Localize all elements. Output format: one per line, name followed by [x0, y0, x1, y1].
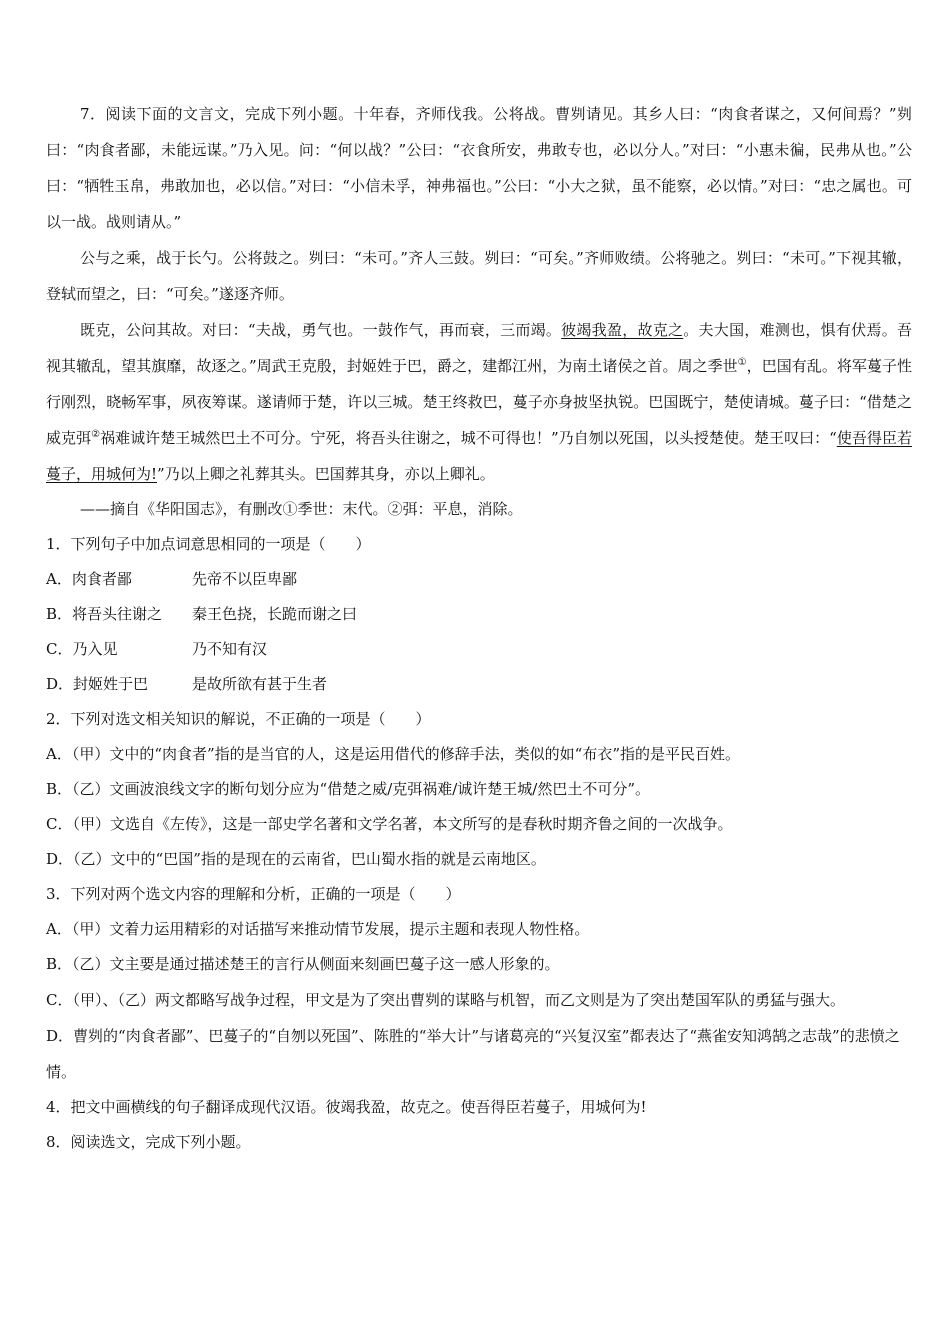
question-3-stem: 3．下列对两个选文内容的理解和分析，正确的一项是（ ）	[46, 885, 461, 903]
source-note: ——摘自《华阳国志》，有删改①季世：末代。②弭：平息，消除。	[80, 500, 523, 518]
passage-text: 公与之乘，战于长勺。公将鼓之。刿曰：“未可。”齐人三鼓。刿曰：“可矣。”齐师败绩。公将驰之。刿曰：“未可。”下视其辙，登轼而望之，曰：“可矣。”遂逐齐师。	[46, 249, 912, 303]
question-2-option-a: A．（甲）文中的“肉食者”指的是当官的人，这是运用借代的修辞手法，类似的如“布衣”指的是平民百姓。	[46, 745, 741, 763]
passage-text: 。夫大国，难测也，惧有伏焉。吾视其辙乱，望其旗靡，故逐之。”周武王克殷，封姬姓于巴，爵之，建都江州，为南土诸侯之首。周之季世	[46, 321, 912, 375]
question-1-stem: 1．下列句子中加点词意思相同的一项是（ ）	[46, 535, 371, 553]
passage-paragraph-2	[46, 240, 912, 312]
question-1-option-a: A．肉食者鄙 先帝不以臣卑鄙	[46, 570, 298, 588]
question-2-option-d: D．（乙）文中的“巴国”指的是现在的云南省，巴山蜀水指的就是云南地区。	[46, 850, 546, 868]
document-page	[46, 96, 912, 1160]
wavy-underlined-text: 祸难诚许楚王城然巴土不可分	[100, 429, 296, 447]
question-1-option-d: D．封姬姓于巴 是故所欲有甚于生者	[46, 675, 328, 693]
question-8-heading: 8．阅读选文，完成下列小题。	[46, 1133, 251, 1151]
underlined-sentence: 彼竭我盈，故克之	[561, 321, 684, 339]
question-1-option-c: C．乃入见 乃不知有汉	[46, 640, 268, 658]
footnote-marker: ②	[91, 429, 101, 440]
question-3-option-b: B．（乙）文主要是通过描述楚王的言行从侧面来刻画巴蔓子这一感人形象的。	[46, 955, 560, 973]
underlined-sentence: 使吾得臣若蔓子，用城何为!	[46, 429, 912, 483]
passage-text: 7．阅读下面的文言文，完成下列小题。十年春，齐师伐我。公将战。曹刿请见。其乡人曰：“肉食者谋之，又何间焉？”刿曰：“肉食者鄙，未能远谋。”乃入见。问：“何以战？”公曰：“衣食所安，弗敢专也，必以分人。”对曰：“小惠未徧，民弗从也。”公曰：“牺牲玉帛，弗敢加也，必以信。”对曰：“小信未孚，神弗福也。”公曰：“小大之狱，虽不能察，必以情。”对曰：“忠之属也。可以一战。战则请从。”	[46, 105, 912, 231]
question-4: 4．把文中画横线的句子翻译成现代汉语。彼竭我盈，故克之。使吾得臣若蔓子，用城何为!	[46, 1098, 647, 1116]
passage-text: ”乃以上卿之礼葬其头。巴国葬其身，亦以上卿礼。	[157, 465, 495, 483]
question-2-option-b: B．（乙）文画波浪线文字的断句划分应为“借楚之威/克弭祸难/诚许楚王城/然巴土不可分”。	[46, 780, 651, 798]
question-3-option-a: A．（甲）文着力运用精彩的对话描写来推动情节发展，提示主题和表现人物性格。	[46, 920, 590, 938]
passage-text: ，巴国有乱。将军蔓子性行刚烈，晓畅军事，夙夜筹谋。遂请师于楚，许以三城。楚王终救巴，蔓子亦身披坚执锐。巴国既宁，楚使请城。蔓子曰：“	[46, 357, 912, 411]
passage-text: 。宁死，将吾头往谢之，城不可得也！”乃自刎以死国，以头授楚使。楚王叹曰：“	[295, 429, 837, 447]
footnote-marker: ①	[737, 357, 747, 368]
passage-text: 既克，公问其故。对曰：“夫战，勇气也。一鼓作气，再而衰，三而竭。	[80, 321, 562, 339]
question-3-option-d: D．曹刿的“肉食者鄙”、巴蔓子的“自刎以死国”、陈胜的“举大计”与诸葛亮的“兴复汉室”都表达了“燕雀安知鸿鹄之志哉”的悲愤之情。	[46, 1027, 900, 1081]
passage-paragraph-1	[46, 96, 912, 240]
passage-paragraph-3	[46, 312, 912, 492]
question-2-option-c: C．（甲）文选自《左传》，这是一部史学名著和文学名著，本文所写的是春秋时期齐鲁之间的一次战争。	[46, 815, 733, 833]
question-2-stem: 2．下列对选文相关知识的解说，不正确的一项是（ ）	[46, 710, 431, 728]
question-3-option-c: C．（甲）、（乙）两文都略写战争过程，甲文是为了突出曹刿的谋略与机智，而乙文则是为了突出楚国军队的勇猛与强大。	[46, 991, 845, 1009]
question-1-option-b: B．将吾头往谢之 秦王色挠，长跪而谢之曰	[46, 605, 358, 623]
wavy-underlined-text: 借楚之威克弭	[46, 393, 912, 447]
